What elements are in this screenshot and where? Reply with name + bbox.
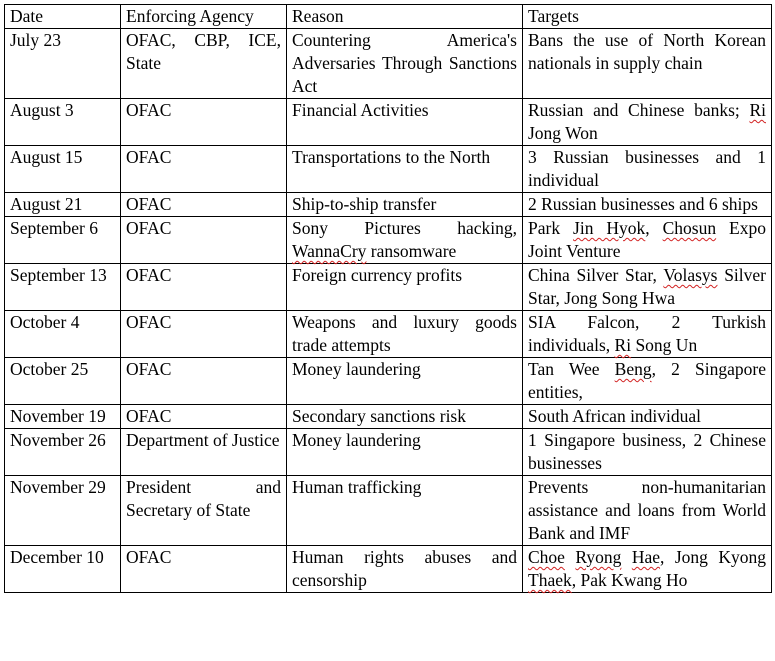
cell-date: August 3 bbox=[5, 99, 121, 146]
cell-targets bbox=[523, 358, 772, 405]
header-date: Date bbox=[5, 5, 121, 29]
table-row bbox=[5, 358, 772, 405]
table-row bbox=[5, 29, 772, 99]
table-row bbox=[5, 146, 772, 193]
cell-agency: OFAC bbox=[121, 217, 287, 264]
cell-agency: OFAC bbox=[121, 311, 287, 358]
cell-date: October 25 bbox=[5, 358, 121, 405]
cell-agency: OFAC bbox=[121, 546, 287, 593]
text-segment: , bbox=[645, 218, 663, 238]
table-row bbox=[5, 429, 772, 476]
cell-agency: Department of Justice bbox=[121, 429, 287, 476]
cell-targets bbox=[523, 217, 772, 264]
header-reason: Reason bbox=[287, 5, 523, 29]
table-row bbox=[5, 311, 772, 358]
table-row bbox=[5, 405, 772, 429]
cell-reason: Transportations to the North bbox=[287, 146, 523, 193]
table-row bbox=[5, 546, 772, 593]
misspelled-word: Hae bbox=[631, 547, 661, 567]
text-segment: Sony Pictures hacking, bbox=[292, 218, 517, 238]
cell-targets bbox=[523, 99, 772, 146]
cell-targets: 2 Russian businesses and 6 ships bbox=[523, 193, 772, 217]
cell-reason: Human rights abuses and censorship bbox=[287, 546, 523, 593]
text-segment: Russian and Chinese banks; bbox=[528, 100, 750, 120]
text-segment: Jong Won bbox=[528, 123, 598, 143]
cell-targets: Prevents non-humanitarian assistance and loans from World Bank and IMF bbox=[523, 476, 772, 546]
cell-agency: OFAC, CBP, ICE, State bbox=[121, 29, 287, 99]
text-segment bbox=[621, 547, 631, 567]
cell-date: November 29 bbox=[5, 476, 121, 546]
cell-reason: Human trafficking bbox=[287, 476, 523, 546]
cell-agency: OFAC bbox=[121, 264, 287, 311]
cell-targets: South African individual bbox=[523, 405, 772, 429]
text-segment: SIA Falcon, 2 Turkish individuals, bbox=[528, 312, 766, 355]
cell-agency: OFAC bbox=[121, 193, 287, 217]
cell-targets bbox=[523, 546, 772, 593]
cell-agency: OFAC bbox=[121, 405, 287, 429]
text-segment: , Pak Kwang Ho bbox=[571, 570, 688, 590]
header-targets: Targets bbox=[523, 5, 772, 29]
cell-agency: OFAC bbox=[121, 99, 287, 146]
cell-reason bbox=[287, 217, 523, 264]
cell-date: November 26 bbox=[5, 429, 121, 476]
text-segment: Park bbox=[528, 218, 574, 238]
cell-targets bbox=[523, 311, 772, 358]
cell-reason: Foreign currency profits bbox=[287, 264, 523, 311]
table-row bbox=[5, 99, 772, 146]
text-segment: China Silver Star, bbox=[528, 265, 664, 285]
header-agency: Enforcing Agency bbox=[121, 5, 287, 29]
text-segment: Expo Joint Venture bbox=[528, 218, 766, 261]
text-segment: , Jong Kyong bbox=[660, 547, 767, 567]
cell-reason: Secondary sanctions risk bbox=[287, 405, 523, 429]
cell-agency: President and Secretary of State bbox=[121, 476, 287, 546]
cell-date: November 19 bbox=[5, 405, 121, 429]
cell-targets bbox=[523, 264, 772, 311]
header-row bbox=[5, 5, 772, 29]
table-row bbox=[5, 193, 772, 217]
cell-targets: 1 Singapore business, 2 Chinese businesses bbox=[523, 429, 772, 476]
table-row bbox=[5, 264, 772, 311]
cell-targets: 3 Russian businesses and 1 individual bbox=[523, 146, 772, 193]
cell-reason: Weapons and luxury goods trade attempts bbox=[287, 311, 523, 358]
misspelled-word: Ryong bbox=[575, 547, 622, 567]
misspelled-word: Ri bbox=[749, 100, 766, 120]
cell-targets: Bans the use of North Korean nationals in supply chain bbox=[523, 29, 772, 99]
misspelled-word: Volasys bbox=[663, 265, 718, 285]
text-segment: , 2 Singapore entities, bbox=[528, 359, 766, 402]
misspelled-word: Beng bbox=[614, 359, 652, 379]
table-row bbox=[5, 217, 772, 264]
misspelled-word: WannaCry bbox=[292, 241, 367, 261]
text-segment bbox=[565, 547, 575, 567]
sanctions-table bbox=[4, 4, 772, 593]
misspelled-word: Jin Hyok bbox=[573, 218, 646, 238]
cell-reason: Financial Activities bbox=[287, 99, 523, 146]
cell-reason: Money laundering bbox=[287, 429, 523, 476]
cell-reason: Countering America's Adversaries Through Sanctions Act bbox=[287, 29, 523, 99]
text-segment: Tan Wee bbox=[528, 359, 615, 379]
cell-date: August 21 bbox=[5, 193, 121, 217]
cell-reason: Money laundering bbox=[287, 358, 523, 405]
misspelled-word: Thaek bbox=[528, 570, 572, 590]
cell-agency: OFAC bbox=[121, 146, 287, 193]
cell-reason: Ship-to-ship transfer bbox=[287, 193, 523, 217]
cell-agency: OFAC bbox=[121, 358, 287, 405]
text-segment: ransomware bbox=[366, 241, 457, 261]
misspelled-word: Choe bbox=[528, 547, 565, 567]
cell-date: December 10 bbox=[5, 546, 121, 593]
cell-date: July 23 bbox=[5, 29, 121, 99]
cell-date: September 13 bbox=[5, 264, 121, 311]
cell-date: August 15 bbox=[5, 146, 121, 193]
text-segment: Silver Star, Jong Song Hwa bbox=[528, 265, 766, 308]
misspelled-word: Ri bbox=[614, 335, 632, 355]
misspelled-word: Chosun bbox=[662, 218, 717, 238]
cell-date: September 6 bbox=[5, 217, 121, 264]
text-segment: Song Un bbox=[631, 335, 698, 355]
table-row bbox=[5, 476, 772, 546]
cell-date: October 4 bbox=[5, 311, 121, 358]
